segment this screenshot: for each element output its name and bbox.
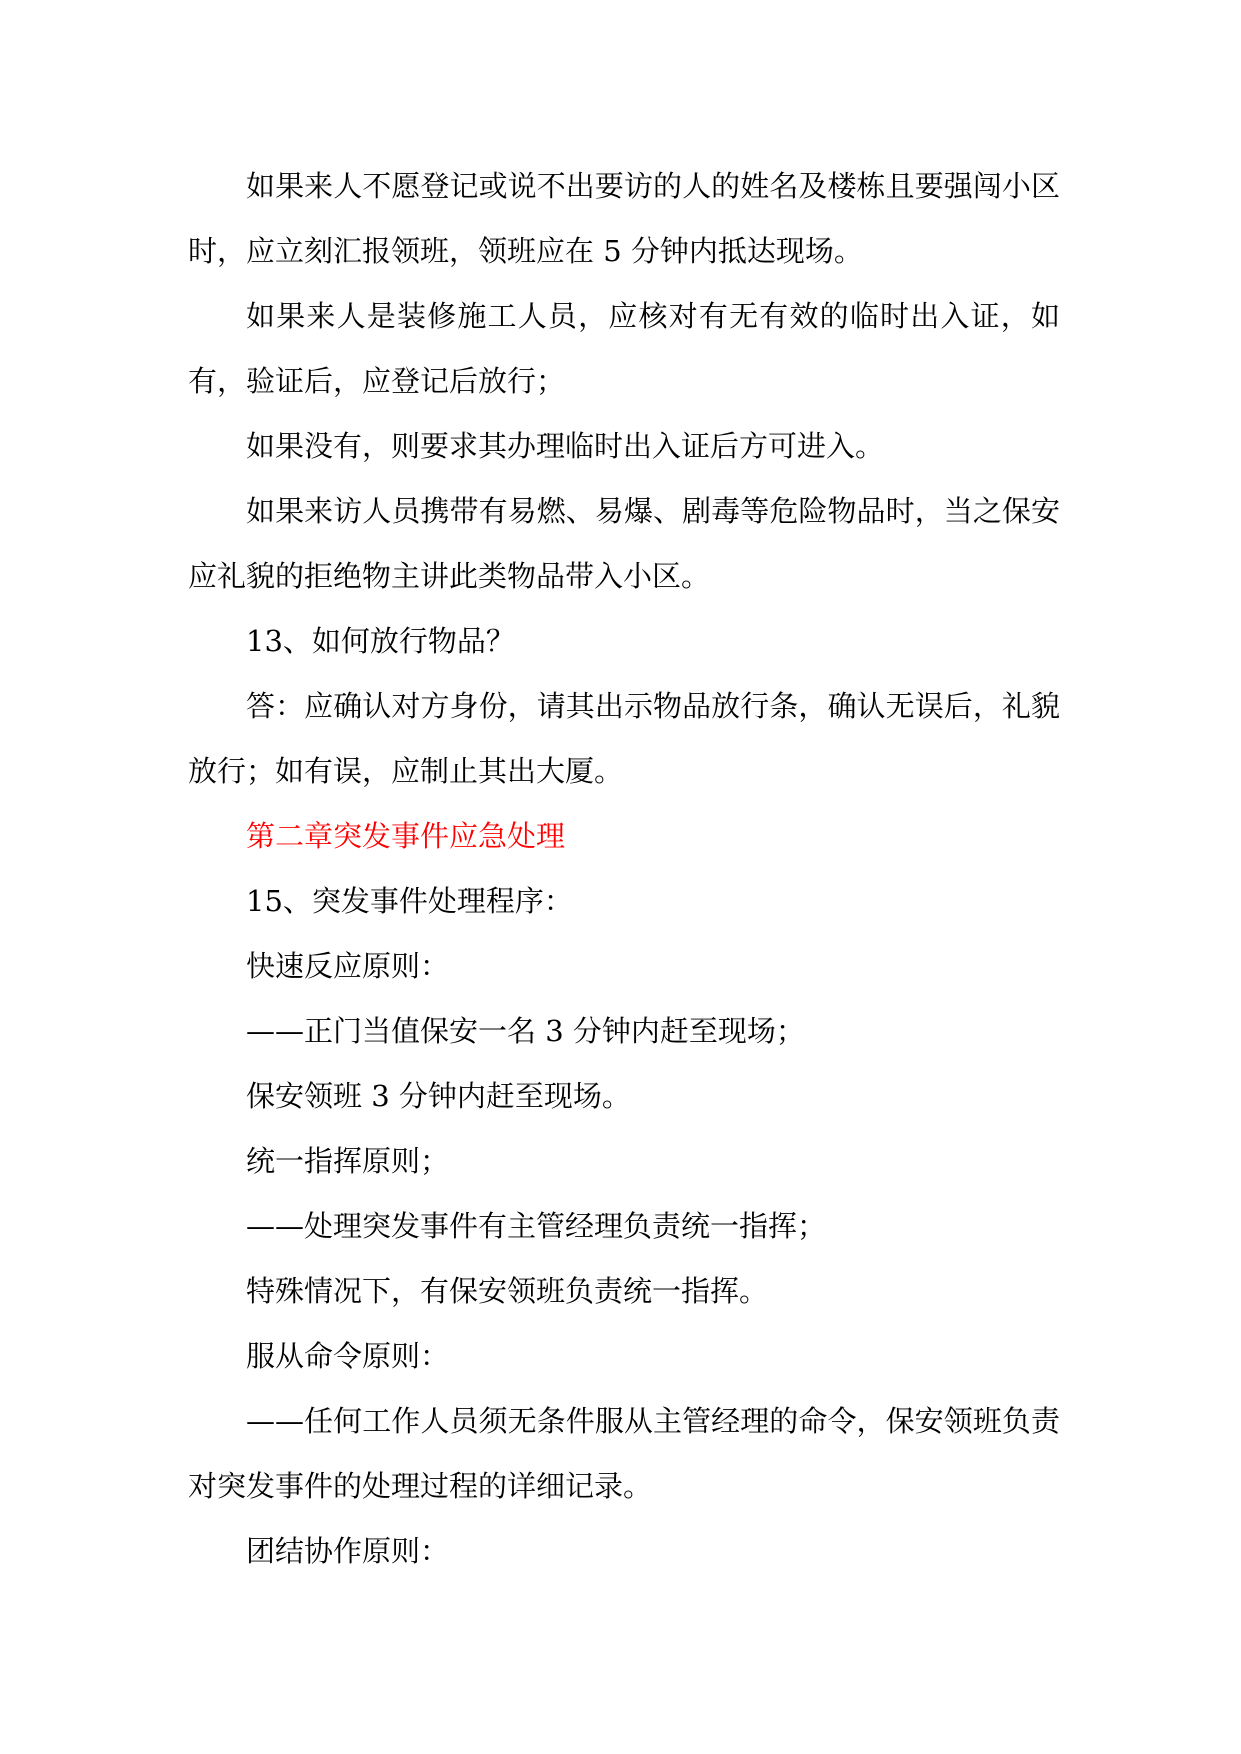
item-special-case: 特殊情况下，有保安领班负责统一指挥。 bbox=[246, 1274, 769, 1308]
paragraph-dangerous-goods: 如果来访人员携带有易燃、易爆、剧毒等危险物品时，当之保安应礼貌的拒绝物主讲此类物品带入小区。 bbox=[188, 494, 1060, 593]
principle-teamwork: 团结协作原则： bbox=[246, 1534, 450, 1568]
principle-unified-command: 统一指挥原则； bbox=[246, 1144, 450, 1178]
paragraph-renovation-worker: 如果来人是装修施工人员，应核对有无有效的临时出入证，如有，验证后，应登记后放行； bbox=[188, 299, 1060, 398]
item-obey-manager: ——任何工作人员须无条件服从主管经理的命令，保安领班负责对突发事件的处理过程的详细记录。 bbox=[188, 1404, 1060, 1503]
item-gate-guard: ——正门当值保安一名 3 分钟内赶至现场； bbox=[246, 1014, 805, 1048]
document-body bbox=[188, 154, 1060, 1584]
chapter-heading: 第二章突发事件应急处理 bbox=[246, 819, 566, 853]
principle-obey-orders: 服从命令原则： bbox=[246, 1339, 450, 1373]
paragraph-no-pass: 如果没有，则要求其办理临时出入证后方可进入。 bbox=[246, 429, 885, 463]
answer-13: 答：应确认对方身份，请其出示物品放行条，确认无误后，礼貌放行；如有误，应制止其出大厦。 bbox=[188, 689, 1060, 788]
question-13: 13、如何放行物品？ bbox=[246, 624, 515, 658]
principle-fast-response: 快速反应原则： bbox=[246, 949, 450, 983]
paragraph-visitor-refuses-registration: 如果来人不愿登记或说不出要访的人的姓名及楼栋且要强闯小区时，应立刻汇报领班，领班应在 5 分钟内抵达现场。 bbox=[188, 169, 1060, 268]
item-guard-leader: 保安领班 3 分钟内赶至现场。 bbox=[246, 1079, 631, 1113]
item-manager-command: ——处理突发事件有主管经理负责统一指挥； bbox=[246, 1209, 827, 1243]
section-15-heading: 15、突发事件处理程序： bbox=[246, 884, 573, 918]
